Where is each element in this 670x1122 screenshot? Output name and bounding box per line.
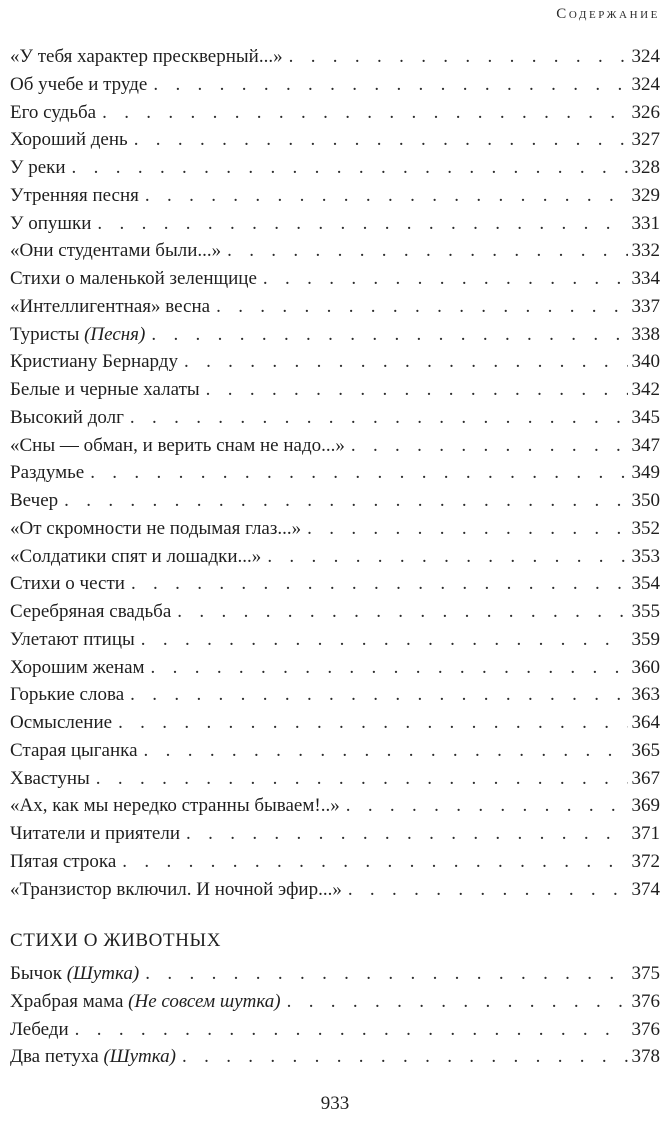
toc-entry[interactable] (10, 848, 660, 876)
dot-leader (287, 988, 628, 1016)
toc-entry-title-text: «У тебя характер прескверный...» (10, 46, 283, 67)
toc-entry[interactable] (10, 182, 660, 210)
toc-entry-title (10, 293, 216, 321)
toc-entry[interactable] (10, 515, 660, 543)
toc-entry[interactable] (10, 459, 660, 487)
toc-entry-title-text: Лебеди (10, 1018, 69, 1040)
toc-entry-title (10, 404, 130, 432)
dot-leader (153, 71, 627, 99)
toc-entry-title-text: У опушки (10, 212, 92, 234)
toc-entry-page: 327 (631, 129, 660, 151)
toc-entry-page: 350 (631, 490, 660, 511)
toc-entry-title-text: Серебряная свадьба (10, 601, 172, 622)
toc-entry-title-text: Хороший день (10, 129, 128, 151)
toc-entry-title-text: Осмысление (10, 712, 113, 733)
dot-leader (346, 792, 628, 820)
toc-list (10, 43, 660, 903)
toc-entry[interactable] (10, 126, 660, 154)
dot-leader (130, 681, 627, 709)
toc-entry-page: 332 (631, 240, 660, 262)
toc-entry-title (10, 765, 96, 793)
toc-entry[interactable] (10, 792, 660, 820)
toc-entry-title (10, 321, 151, 349)
toc-entry-page: 347 (631, 434, 660, 456)
toc-entry-title (10, 99, 102, 127)
toc-entry-title (10, 570, 131, 598)
toc-entry-title-text: «Транзистор включил. И ночной эфир...» (10, 878, 342, 900)
toc-entry-title (10, 792, 346, 820)
toc-entry-title-text: Туристы (10, 323, 80, 345)
toc-entry-page: 324 (631, 73, 660, 95)
toc-entry-title (10, 848, 122, 876)
dot-leader (186, 820, 627, 848)
toc-entry[interactable] (10, 626, 660, 654)
toc-entry[interactable] (10, 709, 660, 737)
toc-entry-page: 355 (631, 601, 660, 622)
toc-entry-title (10, 681, 130, 709)
toc-entry-page: 337 (631, 295, 660, 317)
toc-entry-page: 331 (631, 212, 660, 234)
toc-section-list (10, 960, 660, 1071)
toc-entry-title-text: Хорошим женам (10, 656, 145, 678)
dot-leader (151, 321, 627, 349)
toc-entry-page: 345 (631, 406, 660, 428)
toc-entry-title (10, 988, 287, 1016)
dot-leader (64, 487, 627, 515)
toc-entry[interactable] (10, 237, 660, 265)
dot-leader (227, 237, 627, 265)
dot-leader (102, 99, 627, 127)
toc-entry-title (10, 265, 263, 293)
toc-entry-page: 328 (631, 157, 660, 178)
toc-entry-title (10, 626, 141, 654)
toc-entry-title-text: Читатели и приятели (10, 823, 181, 844)
page-number: 933 (320, 1093, 350, 1114)
toc-entry-page: 364 (631, 712, 660, 733)
section-heading: СТИХИ О ЖИВОТНЫХ (10, 930, 222, 951)
dot-leader (307, 515, 627, 543)
toc-entry-page: 334 (631, 268, 660, 289)
toc-entry[interactable] (10, 293, 660, 321)
toc-entry-title-text: У реки (10, 157, 66, 178)
toc-entry-subtitle: (Песня) (84, 323, 146, 345)
toc-entry-title-text: Горькие слова (10, 684, 125, 706)
toc-entry-title (10, 820, 186, 848)
dot-leader (122, 848, 627, 876)
dot-leader (75, 1016, 628, 1044)
toc-entry-title-text: Храбрая мама (10, 990, 124, 1012)
toc-entry-page: 367 (631, 767, 660, 789)
toc-entry-title (10, 709, 118, 737)
dot-leader (130, 404, 628, 432)
toc-entry[interactable] (10, 348, 660, 376)
toc-entry-title-text: Улетают птицы (10, 628, 135, 650)
toc-entry-title (10, 43, 289, 71)
dot-leader (145, 182, 628, 210)
toc-entry-title (10, 459, 90, 487)
dot-leader (267, 543, 627, 571)
toc-entry-title (10, 154, 72, 182)
toc-entry-title-text: Вечер (10, 490, 59, 511)
toc-entry-title-text: «Ах, как мы нередко странны бываем!..» (10, 795, 340, 817)
toc-entry[interactable] (10, 654, 660, 682)
toc-entry-page: 376 (631, 990, 660, 1012)
toc-entry-page: 374 (631, 878, 660, 900)
toc-entry-page: 340 (631, 351, 660, 373)
toc-entry-title-text: «Интеллигентная» весна (10, 295, 211, 317)
dot-leader (348, 876, 628, 904)
toc-entry-title (10, 876, 348, 904)
toc-entry[interactable] (10, 988, 660, 1016)
toc-entry-title-text: «Солдатики спят и лошадки...» (10, 545, 262, 567)
toc-entry[interactable] (10, 820, 660, 848)
toc-entry-page: 363 (631, 684, 660, 706)
dot-leader (72, 154, 628, 182)
toc-entry-title (10, 737, 144, 765)
toc-entry-title (10, 1043, 182, 1071)
toc-entry-page: 376 (631, 1018, 660, 1040)
toc-entry-page: 375 (631, 963, 660, 984)
toc-entry-title (10, 654, 151, 682)
dot-leader (97, 210, 627, 238)
toc-entry-title-text: Стихи о чести (10, 573, 125, 595)
toc-entry-title-text: Об учебе и труде (10, 73, 148, 95)
toc-entry-page: 329 (631, 184, 660, 206)
toc-entry-page: 378 (631, 1046, 660, 1068)
toc-entry-title-text: Бычок (10, 963, 62, 984)
toc-entry[interactable] (10, 265, 660, 293)
dot-leader (216, 293, 627, 321)
toc-entry[interactable] (10, 960, 660, 988)
dot-leader (96, 765, 628, 793)
toc-entry-subtitle: (Не совсем шутка) (128, 990, 281, 1012)
toc-entry[interactable] (10, 154, 660, 182)
toc-entry-title (10, 376, 206, 404)
toc-entry-title-text: «Сны — обман, и верить снам не надо...» (10, 434, 345, 456)
dot-leader (131, 570, 628, 598)
dot-leader (177, 598, 627, 626)
toc-entry-title-text: Белые и черные халаты (10, 379, 200, 400)
dot-leader (206, 376, 628, 404)
toc-entry-page: 338 (631, 323, 660, 345)
toc-entry-title (10, 182, 145, 210)
toc-entry-title-text: Кристиану Бернарду (10, 351, 178, 373)
dot-leader (144, 737, 628, 765)
toc-entry-page: 372 (631, 850, 660, 872)
toc-entry-title (10, 960, 145, 988)
toc-entry-page: 369 (631, 795, 660, 817)
dot-leader (263, 265, 628, 293)
toc-entry-title (10, 487, 64, 515)
toc-entry-title (10, 543, 267, 571)
toc-entry[interactable] (10, 543, 660, 571)
toc-entry-page: 349 (631, 462, 660, 484)
toc-entry[interactable] (10, 765, 660, 793)
toc-entry-page: 365 (631, 739, 660, 761)
toc-entry-subtitle: (Шутка) (66, 963, 140, 984)
dot-leader (118, 709, 627, 737)
toc-entry-page: 342 (631, 379, 660, 400)
toc-entry[interactable] (10, 876, 660, 904)
toc-entry-title (10, 126, 134, 154)
toc-entry-page: 354 (631, 573, 660, 595)
toc-entry-title (10, 1016, 75, 1044)
toc-entry-title-text: «От скромности не подымая глаз...» (10, 517, 302, 539)
toc-entry-title-text: Два петуха (10, 1046, 99, 1068)
toc-entry-page: 352 (631, 517, 660, 539)
dot-leader (134, 126, 628, 154)
toc-entry-page: 353 (631, 545, 660, 567)
dot-leader (141, 626, 628, 654)
toc-entry[interactable] (10, 43, 660, 71)
toc-entry[interactable] (10, 432, 660, 460)
toc-entry[interactable] (10, 570, 660, 598)
toc-entry-title (10, 210, 97, 238)
toc-entry-title-text: «Они студентами были...» (10, 240, 222, 262)
toc-entry[interactable] (10, 681, 660, 709)
toc-entry-page: 359 (631, 628, 660, 650)
toc-entry-page: 324 (631, 46, 660, 67)
toc-entry-title (10, 348, 184, 376)
toc-entry-subtitle: (Шутка) (103, 1046, 176, 1068)
dot-leader (182, 1043, 628, 1071)
toc-entry[interactable] (10, 376, 660, 404)
toc-entry[interactable] (10, 1016, 660, 1044)
toc-entry-title-text: Утренняя песня (10, 184, 139, 206)
toc-entry[interactable] (10, 71, 660, 99)
toc-entry[interactable] (10, 404, 660, 432)
toc-entry-title (10, 432, 351, 460)
toc-entry-title-text: Раздумье (10, 462, 85, 484)
toc-entry[interactable] (10, 598, 660, 626)
toc-entry-page: 326 (631, 101, 660, 123)
dot-leader (151, 654, 628, 682)
toc-entry-title (10, 598, 177, 626)
toc-entry-title-text: Стихи о маленькой зеленщице (10, 268, 257, 289)
dot-leader (184, 348, 628, 376)
toc-entry-title-text: Пятая строка (10, 850, 117, 872)
toc-entry-title-text: Его судьба (10, 101, 97, 123)
toc-entry-page: 360 (631, 656, 660, 678)
toc-entry[interactable] (10, 210, 660, 238)
toc-entry[interactable] (10, 737, 660, 765)
toc-entry[interactable] (10, 99, 660, 127)
toc-entry-title (10, 237, 227, 265)
toc-entry-page: 371 (631, 823, 660, 844)
dot-leader (90, 459, 627, 487)
dot-leader (145, 960, 627, 988)
toc-entry[interactable] (10, 487, 660, 515)
dot-leader (351, 432, 628, 460)
toc-entry-title (10, 515, 307, 543)
running-head: Содержание (556, 6, 660, 22)
toc-entry-title-text: Высокий долг (10, 406, 124, 428)
toc-entry[interactable] (10, 321, 660, 349)
dot-leader (289, 43, 628, 71)
toc-entry-title (10, 71, 153, 99)
toc-entry-title-text: Хвастуны (10, 767, 90, 789)
toc-entry-title-text: Старая цыганка (10, 739, 138, 761)
toc-entry[interactable] (10, 1043, 660, 1071)
